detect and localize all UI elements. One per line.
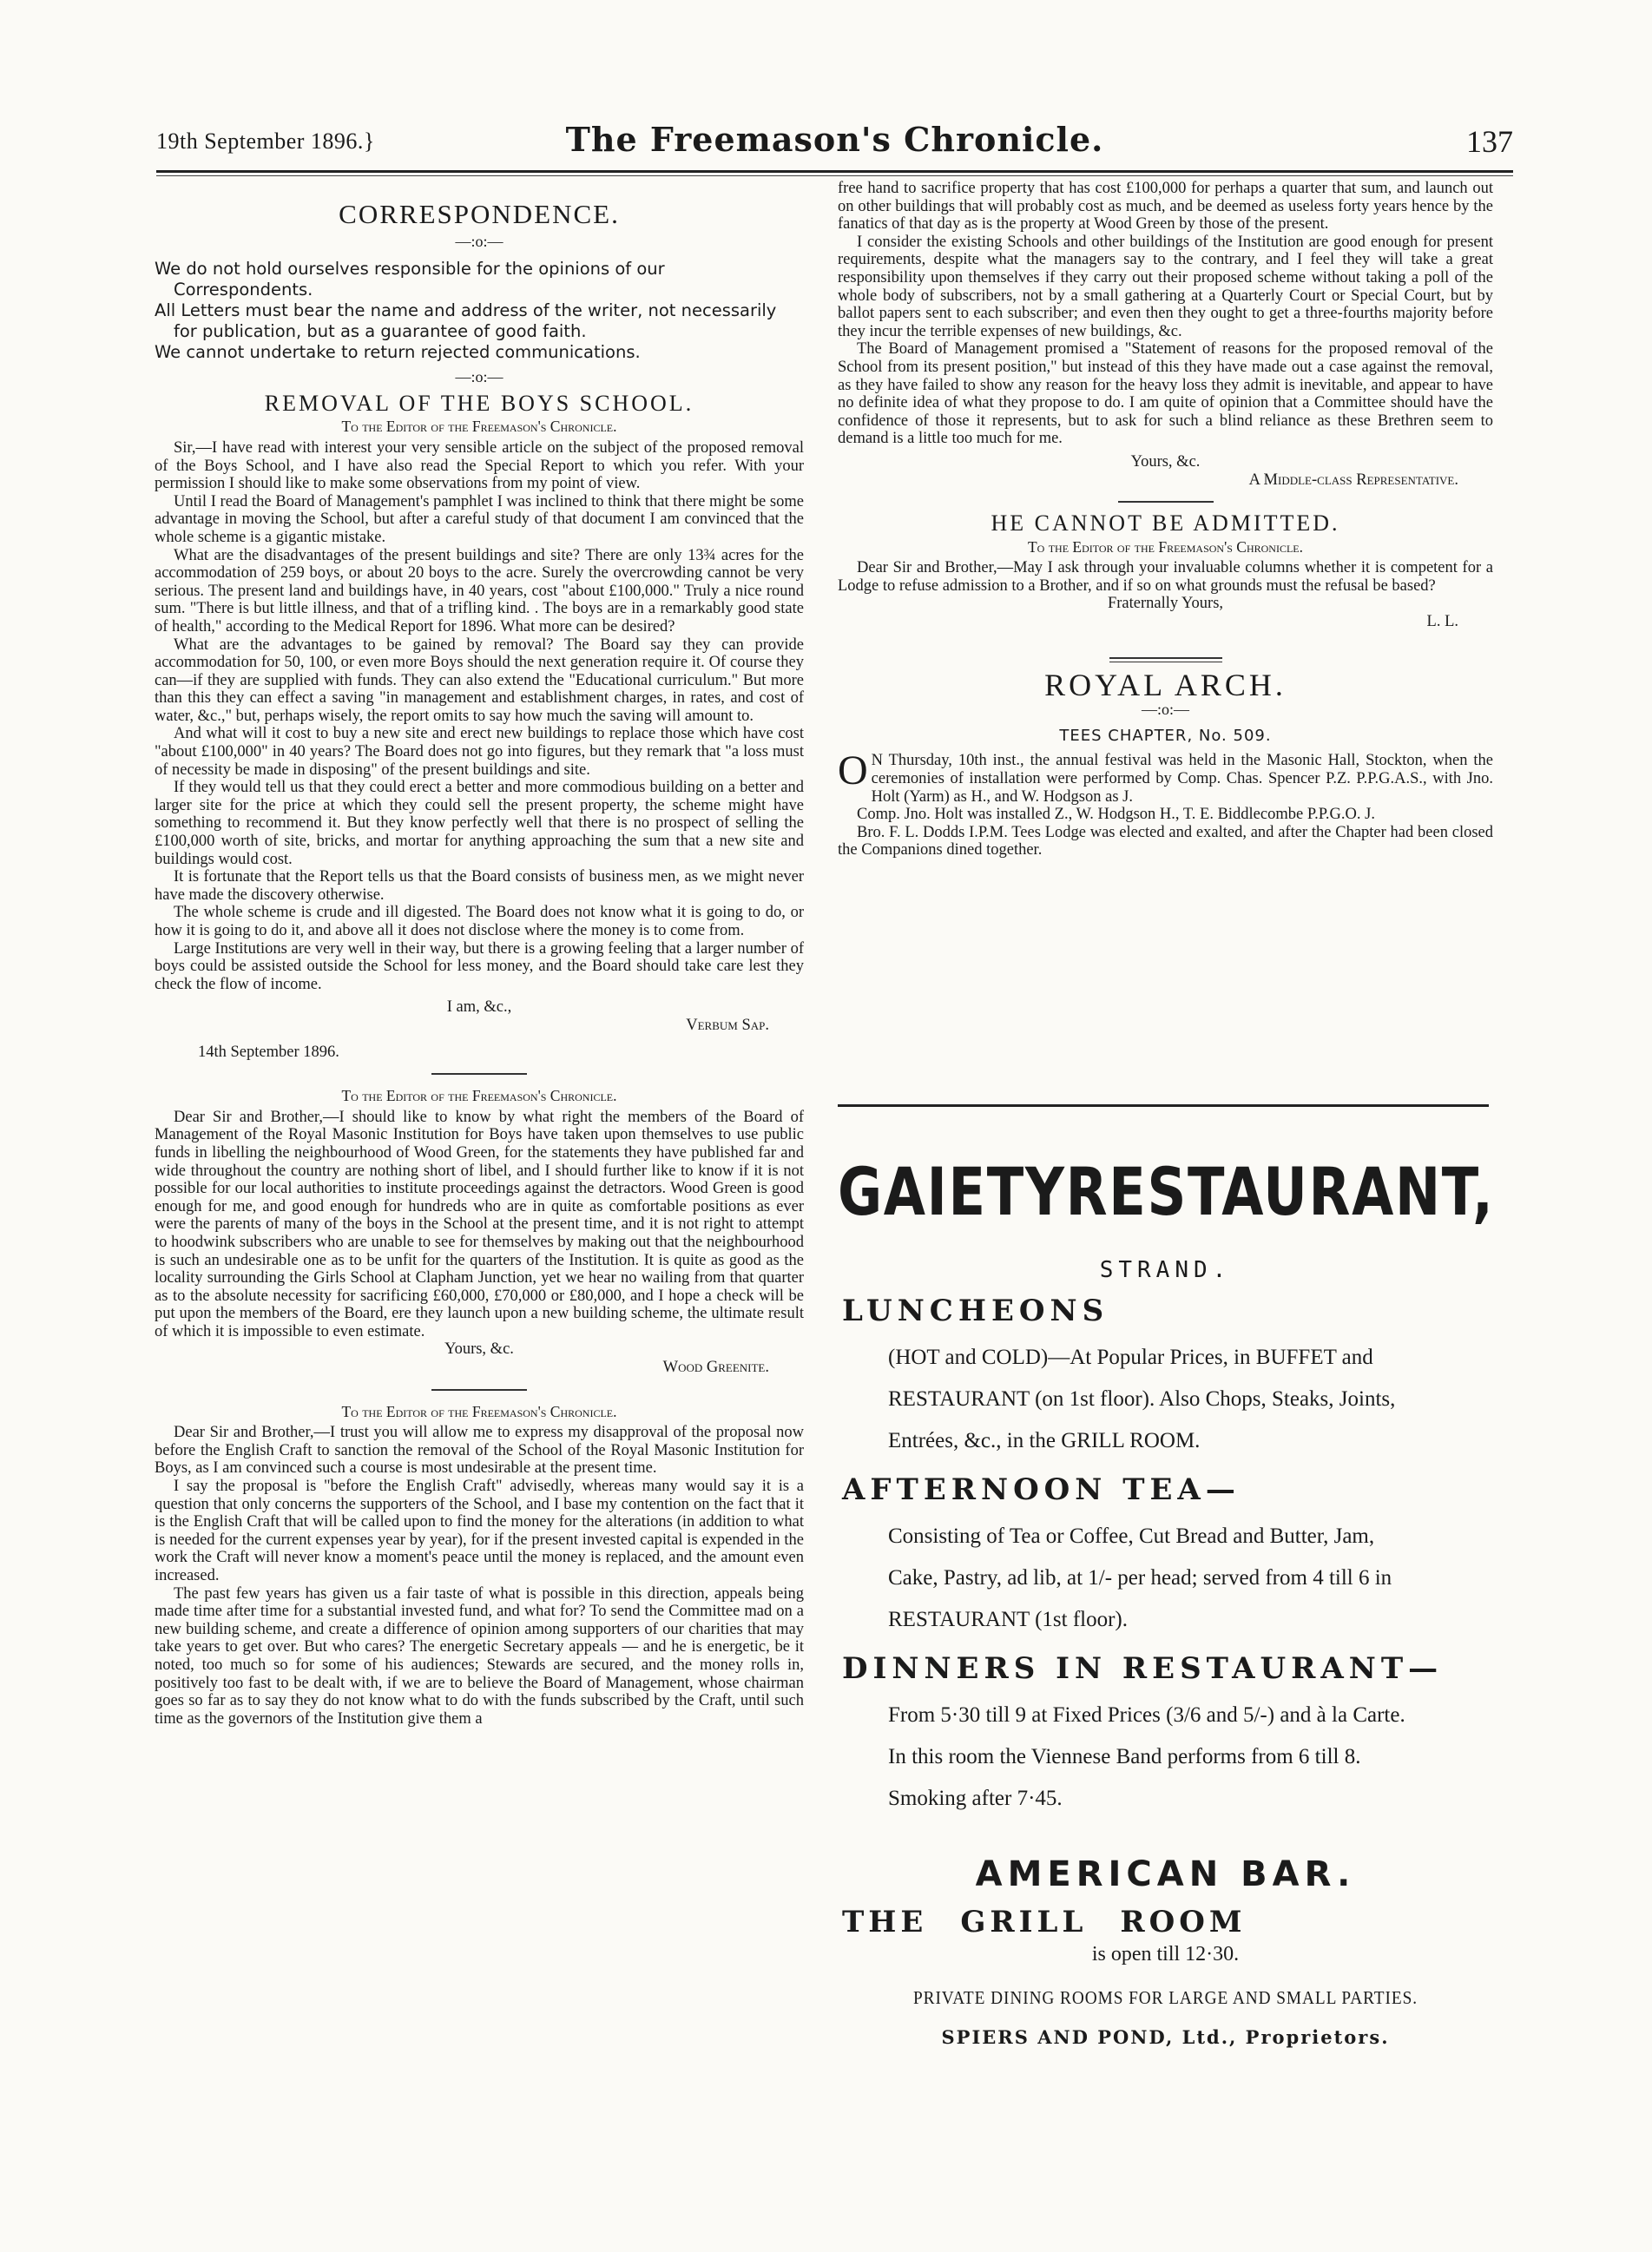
letter-signature: A Middle-class Representative.	[1248, 471, 1458, 489]
advert-line: RESTAURANT (1st floor).	[888, 1608, 1129, 1631]
paragraph: The whole scheme is crude and ill digested. The Board does not know what it is going to do, or how it is going to do it, and above all it does not disclose where the money is to come from.	[155, 904, 804, 939]
letter-closing: I am, &c.,	[446, 998, 512, 1017]
disclaimer-line: We do not hold ourselves responsible for the opinions of our Correspondents.	[155, 259, 665, 300]
paragraph: If they would tell us that they could erect a better and more commodious building on a better and larger site for the price at which they could sell the present property, the scheme might have something to recommend it. But they know perfectly well that there is no prospect of selling the £100,000 worth of site, bricks, and mortar for anything approaching the sum that a new site and buildings would cost.	[155, 779, 804, 868]
grill-room-heading	[842, 1905, 1493, 1939]
advert-line: Entrées, &c., in the GRILL ROOM.	[888, 1429, 1201, 1452]
to-editor-line: To the Editor of the Freemason's Chronicle.	[1027, 537, 1303, 556]
american-bar-heading: AMERICAN BAR.	[975, 1854, 1356, 1894]
letter-date: 14th September 1896.	[198, 1043, 339, 1061]
private-dining-line: PRIVATE DINING ROOMS FOR LARGE AND SMALL PARTIES.	[912, 1987, 1418, 2008]
letter-signature: Verbum Sap.	[686, 1016, 769, 1034]
admitted-heading: HE CANNOT BE ADMITTED.	[991, 510, 1340, 537]
paragraph: Dear Sir and Brother,—May I ask through your invaluable columns whether it is competent for a Lodge to refuse admission to a Brother, and if so on what grounds must the refusal be based?	[838, 559, 1493, 595]
paragraph: Bro. F. L. Dodds I.P.M. Tees Lodge was elected and exalted, and after the Chapter had been closed the Companions dined together.	[838, 823, 1493, 859]
paragraph: What are the disadvantages of the present buildings and site? There are only 13¾ acres for the accommodation of 259 boys, or about 20 boys to the acre. Surely the overcrowding cannot be very serious. The present land and buildings have, in 40 years, cost "about £100,000." Truly a nice round sum. "There is but little illness, and that of a trifling kind. . The boys are in a remarkably good state of health," according to the Medical Report for 1896. What more can be desired?	[155, 546, 804, 635]
separator: —:o:—	[455, 232, 503, 250]
paragraph: The Board of Management promised a "Statement of reasons for the proposed removal of the School from its present position," but instead of this they have made out a case against the removal, as they have failed to show any reason for the heavy loss they admit is inevitable, and appear to have no definite idea of what they propose to do. I am quite of opinion that a Committee should have the confidence of those it represents, but to ask for such a blind reliance as these Brethren seem to demand is a little too much for me.	[838, 340, 1493, 448]
gaiety-advert	[838, 1110, 1493, 2048]
grill-word: THE	[842, 1905, 928, 1939]
masthead-rule-thin	[156, 175, 1513, 176]
advert-title	[838, 1153, 1495, 1231]
correspondence-heading: CORRESPONDENCE.	[339, 199, 620, 229]
masthead-rule	[156, 170, 1513, 173]
advert-line: From 5·30 till 9 at Fixed Prices (3/6 and 5/-) and à la Carte.	[888, 1703, 1405, 1727]
advert-line: Cake, Pastry, ad lib, at 1/- per head; served from 4 till 6 in	[888, 1566, 1392, 1590]
right-column	[838, 180, 1493, 859]
disclaimer	[155, 259, 804, 363]
letter-signature: L. L.	[1426, 613, 1458, 631]
proprietors-line: SPIERS AND POND, Ltd., Proprietors.	[941, 2026, 1390, 2048]
letter-closing: Fraternally Yours,	[1107, 595, 1224, 613]
luncheons-heading: LUNCHEONS	[842, 1294, 1109, 1328]
divider	[431, 1073, 527, 1075]
paragraph: And what will it cost to buy a new site and erect new buildings to replace those which have cost "about £100,000" in 40 years? The Board does not go into figures, but they remark that "a loss must of necessity be made in disposing" of the present buildings and site.	[155, 725, 804, 779]
advert-line: In this room the Viennese Band performs from 6 till 8.	[888, 1745, 1361, 1768]
advert-title-left: GAIETY	[838, 1153, 1066, 1230]
letter-closing: Yours, &c.	[1130, 452, 1201, 471]
royal-arch-heading: ROYAL ARCH.	[1044, 667, 1287, 702]
advert-line: Smoking after 7·45.	[888, 1787, 1063, 1810]
paragraph: I consider the existing Schools and other buildings of the Institution are good enough for present requirements, despite what the managers say to the contrary, and I feel they will take a great responsibility upon themselves if they carry out their proposed scheme without taking a poll of the whole body of subscribers, not by a small gathering at a Quarterly Court or Special Court, but by ballot papers sent to each subscriber; and even then they ought to get a three-fourths majority before they incur the terrible expenses of new buildings, &c.	[838, 233, 1493, 340]
paragraph: What are the advantages to be gained by removal? The Board say they can provide accommodation for 50, 100, or even more Boys should the next generation require it. Of course they can—if they are supplied with funds. They can also extend the "Educational curriculum." But more than this they can effect a saving "in management and establishment charges, in rates, and cost of water, &c.," but, perhaps wisely, the report omits to say how much the saving will amount to.	[155, 635, 804, 725]
afternoon-tea-heading: AFTERNOON TEA—	[842, 1472, 1241, 1507]
grill-word: GRILL	[960, 1905, 1088, 1939]
advert-title-right: RESTAURANT,	[1065, 1153, 1495, 1230]
paragraph: It is fortunate that the Report tells us that the Board consists of business men, as we might never have made the discovery otherwise.	[155, 868, 804, 904]
divider	[1109, 657, 1222, 662]
paragraph: Dear Sir and Brother,—I should like to know by what right the members of the Board of Management of the Royal Masonic Institution for Boys have taken upon themselves to use public funds in libelling the neighbourhood of Wood Green, for the statements they have published far and wide throughout the country are nothing short of libel, and I should further like to know if it is not possible for our local authorities to institute proceedings against the detractors. Wood Green is good enough for me, and good enough for hundreds who are in quite as comfortable positions as ever were the parents of many of the boys in the School at the present time, and it is not right to attempt to hoodwink subscribers who are unable to see for themselves by making out that the neighbourhood is such an undesirable one as to be unfit for the quarters of the Institution. It is quite as good as the locality surrounding the Girls School at Clapham Junction, yet we hear no wailing from that quarter as to the absolute necessity for sacrificing £60,000, £70,000 or £80,000, and I hope a check will be put upon the members of the Board, ere they launch upon a new building scheme, the ultimate result of which it is impossible to even estimate.	[155, 1108, 804, 1340]
disclaimer-line: All Letters must bear the name and address of the writer, not necessarily for publication, but as a guarantee of good faith.	[155, 300, 777, 342]
paragraph: Until I read the Board of Management's pamphlet I was inclined to think that there might be some advantage in moving the School, but after a careful study of that document I am convinced that the whole scheme is a gigantic mistake.	[155, 492, 804, 546]
left-column	[155, 187, 804, 1728]
advert-location: STRAND.	[1099, 1257, 1232, 1283]
separator: —:o:—	[455, 368, 503, 386]
paragraph: Large Institutions are very well in their way, but there is a growing feeling that a larger number of boys could be assisted outside the School for less money, and the Board should take care lest they check the flow of income.	[155, 939, 804, 993]
paragraph: free hand to sacrifice property that has cost £100,000 for perhaps a quarter that sum, and launch out on other buildings that will probably cost as much, and be deemed as useless forty years hence by the fanatics of that day as is the property at Wood Green by those of the present.	[838, 180, 1493, 234]
dinners-heading: DINNERS IN RESTAURANT—	[842, 1651, 1444, 1686]
masthead	[156, 113, 1513, 165]
letter-closing: Yours, &c.	[444, 1340, 514, 1359]
advert-line: RESTAURANT (on 1st floor). Also Chops, Steaks, Joints,	[888, 1387, 1396, 1411]
to-editor-line: To the Editor of the Freemason's Chronicle.	[341, 418, 617, 436]
letter-signature: Wood Greenite.	[662, 1359, 769, 1377]
to-editor-line: To the Editor of the Freemason's Chronicle.	[341, 1402, 617, 1420]
advert-line: Consisting of Tea or Coffee, Cut Bread and Butter, Jam,	[888, 1524, 1375, 1548]
paragraph: Comp. Jno. Holt was installed Z., W. Hodgson H., T. E. Biddlecombe P.P.G.O. J.	[857, 806, 1375, 824]
paragraph	[838, 747, 1493, 806]
paragraph: Dear Sir and Brother,—I trust you will allow me to express my disapproval of the proposal now before the English Craft to sanction the removal of the School of the Royal Masonic Institution for Boys, as I am convinced such a course is most undesirable at the present time.	[155, 1424, 804, 1478]
paragraph: The past few years has given us a fair taste of what is possible in this direction, appeals being made time after time for a substantial invested fund, and what for? To send the Committee mad on a new building scheme, and create a difference of opinion among supporters of our charities that may take years to get over. But who cares? The energetic Secretary appeals — and he is energetic, be it noted, too much so for some of his audiences; Stewards are secured, and the money rolls in, positively too fast to be dealt with, if we are to believe the Board of Management, whose chairman goes so far as to say they do not know what to do with the funds subscribed by the Craft, until such time as the governors of the Institution give them a	[155, 1584, 804, 1728]
advert-rule	[838, 1104, 1489, 1107]
removal-heading: REMOVAL OF THE BOYS SCHOOL.	[264, 390, 694, 416]
advert-line: (HOT and COLD)—At Popular Prices, in BUFFET and	[888, 1346, 1373, 1369]
paragraph: I say the proposal is "before the English Craft" advisedly, whereas many would say it is a question that only concerns the supporters of the School, and I base my contention on the fact that it is the English Craft that will be called upon to find the money for the alterations (in addition to what is needed for the current expenses year by year), for if the present invested capital is expended in the work the Craft will never know a moment's peace until the money is replaced, and the amount even increased.	[155, 1478, 804, 1584]
issue-date: 19th September 1896.}	[156, 128, 375, 154]
page-number: 137	[1466, 124, 1513, 159]
afternoon-tea-body	[838, 1516, 1493, 1641]
disclaimer-line: We cannot undertake to return rejected communications.	[155, 342, 641, 363]
drop-cap: O	[838, 747, 868, 794]
divider	[431, 1389, 527, 1391]
chapter-heading: TEES CHAPTER, No. 509.	[1059, 726, 1272, 745]
publication-title: The Freemason's Chronicle.	[565, 120, 1104, 159]
divider	[1118, 501, 1214, 503]
paragraph-text: N Thursday, 10th inst., the annual festival was held in the Masonic Hall, Stockton, when the ceremonies of installation were performed by Comp. Chas. Spencer P.Z. P.P.G.A.S., with Jno. Holt (Yarm) as H., and W. Hodgson as J.	[871, 752, 1493, 806]
grill-open-hours: is open till 12·30.	[1091, 1943, 1240, 1966]
separator: —:o:—	[1141, 701, 1189, 719]
to-editor-line: To the Editor of the Freemason's Chronicle.	[341, 1087, 617, 1105]
paragraph: Sir,—I have read with interest your very sensible article on the subject of the proposed removal of the Boys School, and I have also read the Special Report to which you refer. With your permission I should like to make some observations from my point of view.	[155, 438, 804, 493]
luncheons-body	[838, 1337, 1493, 1462]
grill-word: ROOM	[1120, 1905, 1247, 1939]
dinners-body	[838, 1695, 1493, 1820]
